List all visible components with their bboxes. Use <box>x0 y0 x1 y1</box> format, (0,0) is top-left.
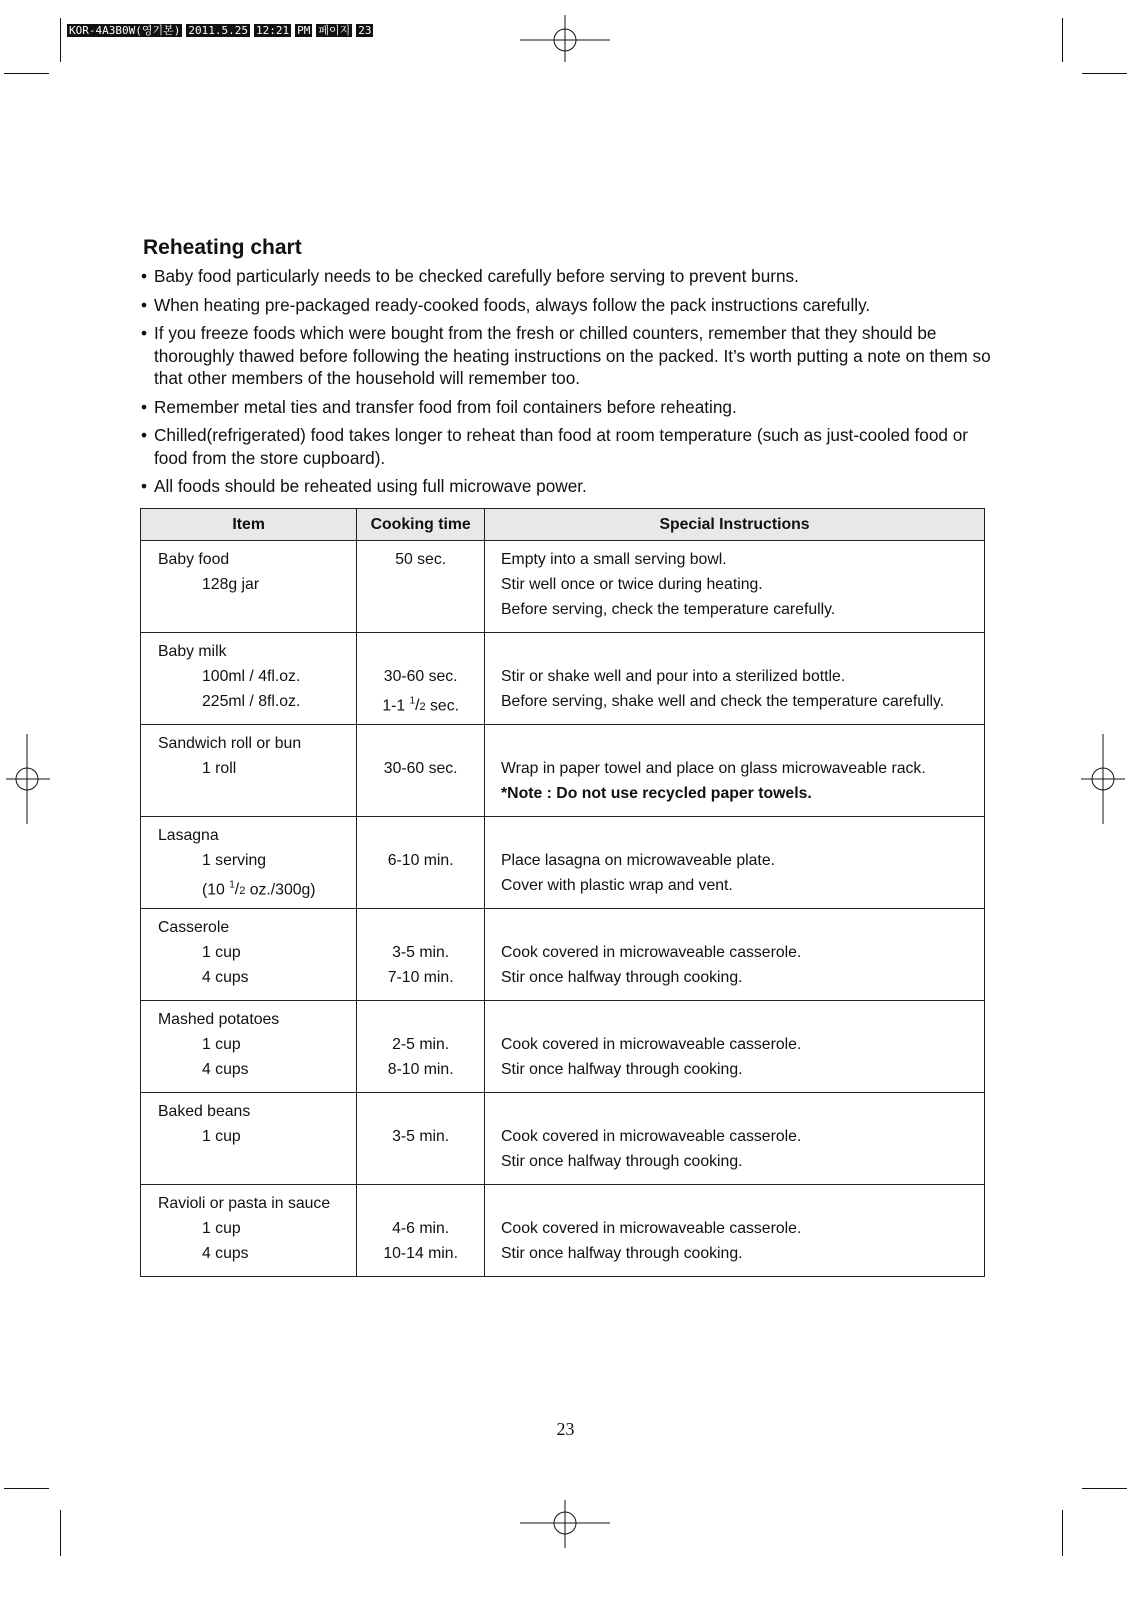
item-label: 4 cups <box>202 969 249 986</box>
cooking-time-cell <box>357 1093 485 1185</box>
print-slug-code: KOR-4A3B0W(영기본) <box>69 24 181 37</box>
table-row <box>141 725 985 817</box>
bullet-item: • When heating pre-packaged ready-cooked foods, always follow the pack instructions carefully. <box>141 294 991 317</box>
item-label: (10 $^1$/2 oz./300g) <box>202 880 316 898</box>
instructions-cell <box>485 541 985 633</box>
item-label: Baked beans <box>158 1103 251 1120</box>
item-label <box>141 781 356 806</box>
item-cell <box>141 541 357 633</box>
instruction-text <box>485 1099 984 1124</box>
item-label: 4 cups <box>202 1061 249 1078</box>
item-label: 100ml / 4fl.oz. <box>202 668 301 685</box>
cooking-time: 2-5 min. <box>392 1036 450 1053</box>
cooking-time <box>357 1149 484 1174</box>
cooking-time: 1-1 $^1$/2 sec. <box>382 696 459 714</box>
cooking-time-cell <box>357 725 485 817</box>
registration-mark-icon <box>0 734 90 824</box>
bullet-item: • Remember metal ties and transfer food from foil containers before reheating. <box>141 396 991 419</box>
instruction-text: Cook covered in microwaveable casserole. <box>501 944 802 961</box>
cooking-time: 50 sec. <box>395 551 447 568</box>
item-label: 1 cup <box>202 1220 241 1237</box>
cooking-time <box>357 597 484 622</box>
print-slug-code: PM <box>297 24 311 37</box>
cooking-time <box>357 1099 484 1124</box>
item-label: 1 cup <box>202 1036 241 1053</box>
item-cell <box>141 909 357 1001</box>
print-slug-code: 23 <box>358 24 372 37</box>
print-slug-code: 2011.5.25 <box>188 24 248 37</box>
cooking-time: 10-14 min. <box>383 1245 458 1262</box>
item-label <box>141 1149 356 1174</box>
cooking-time: 3-5 min. <box>392 1128 450 1145</box>
cooking-time <box>357 873 484 898</box>
table-row <box>141 909 985 1001</box>
instruction-text <box>485 915 984 940</box>
item-label: Casserole <box>158 919 230 936</box>
cooking-time <box>357 731 484 756</box>
reheating-table <box>140 508 985 1277</box>
cooking-time-cell <box>357 1185 485 1277</box>
instructions-cell <box>485 817 985 909</box>
print-slug <box>67 23 377 38</box>
item-label: 1 cup <box>202 944 241 961</box>
cooking-time: 8-10 min. <box>387 1061 454 1078</box>
column-header-special-instructions: Special Instructions <box>485 509 985 541</box>
instruction-text <box>485 1007 984 1032</box>
table-row <box>141 541 985 633</box>
item-label: 225ml / 8fl.oz. <box>202 693 301 710</box>
instructions-cell <box>485 633 985 725</box>
instruction-text <box>485 639 984 664</box>
item-label: Lasagna <box>158 827 219 844</box>
item-label <box>141 597 356 622</box>
cooking-time: 4-6 min. <box>392 1220 450 1237</box>
instruction-text: Cook covered in microwaveable casserole. <box>501 1220 802 1237</box>
cooking-time: 30-60 sec. <box>383 760 458 777</box>
instructions-cell <box>485 1001 985 1093</box>
cooking-time <box>357 915 484 940</box>
cooking-time <box>357 1007 484 1032</box>
print-slug-code: 페이지 <box>318 24 351 37</box>
instructions-cell <box>485 909 985 1001</box>
instruction-text: Place lasagna on microwaveable plate. <box>501 852 775 869</box>
registration-mark-icon <box>1041 734 1131 824</box>
cooking-time: 30-60 sec. <box>383 668 458 685</box>
cooking-time <box>357 781 484 806</box>
item-cell <box>141 1185 357 1277</box>
item-cell <box>141 817 357 909</box>
table-row <box>141 633 985 725</box>
instruction-text <box>485 731 984 756</box>
registration-mark-icon <box>520 0 610 90</box>
cooking-time-cell <box>357 909 485 1001</box>
item-label: Ravioli or pasta in sauce <box>158 1195 331 1212</box>
item-cell <box>141 1001 357 1093</box>
column-header-item: Item <box>141 509 357 541</box>
cooking-time: 6-10 min. <box>387 852 454 869</box>
item-label: Mashed potatoes <box>158 1011 280 1028</box>
bullet-item: • All foods should be reheated using full microwave power. <box>141 475 991 498</box>
cooking-time: 7-10 min. <box>387 969 454 986</box>
instructions-cell <box>485 1093 985 1185</box>
table-row <box>141 1185 985 1277</box>
item-label: 1 roll <box>202 760 237 777</box>
item-label: 1 serving <box>202 852 267 869</box>
column-header-cooking-time: Cooking time <box>357 509 485 541</box>
instruction-text: Stir once halfway through cooking. <box>501 1245 743 1262</box>
instruction-text: Stir or shake well and pour into a sterilized bottle. <box>501 668 846 685</box>
cooking-time-cell <box>357 541 485 633</box>
item-cell <box>141 1093 357 1185</box>
crop-mark <box>4 1488 49 1489</box>
cooking-time <box>357 572 484 597</box>
table-row <box>141 1093 985 1185</box>
crop-mark <box>4 73 49 74</box>
bullet-item: • If you freeze foods which were bought from the fresh or chilled counters, remember that they should be thoroughly thawed before following the heating instructions on the packed. It’s worth putting a note on them so that other members of the household will remember too. <box>141 322 991 390</box>
bullet-item: • Chilled(refrigerated) food takes longer to reheat than food at room temperature (such as just-cooled food or food from the store cupboard). <box>141 424 991 469</box>
cooking-time <box>357 823 484 848</box>
instruction-text <box>485 823 984 848</box>
item-label: 1 cup <box>202 1128 241 1145</box>
instruction-text: Stir once halfway through cooking. <box>501 1153 743 1170</box>
instruction-text: Stir once halfway through cooking. <box>501 969 743 986</box>
crop-mark <box>60 1510 61 1556</box>
instruction-text: Cook covered in microwaveable casserole. <box>501 1036 802 1053</box>
bullet-list <box>141 265 991 504</box>
print-slug-code: 12:21 <box>255 24 290 37</box>
instruction-text: Empty into a small serving bowl. <box>501 551 727 568</box>
cooking-time-cell <box>357 1001 485 1093</box>
registration-mark-icon <box>520 1476 610 1566</box>
cooking-time-cell <box>357 633 485 725</box>
instruction-text: Before serving, shake well and check the temperature carefully. <box>501 693 945 710</box>
instructions-cell <box>485 725 985 817</box>
crop-mark <box>1082 1488 1127 1489</box>
instruction-text: Stir once halfway through cooking. <box>501 1061 743 1078</box>
page-title: Reheating chart <box>143 236 302 259</box>
instruction-text: *Note : Do not use recycled paper towels. <box>501 785 812 802</box>
crop-mark <box>1082 73 1127 74</box>
instruction-text: Cover with plastic wrap and vent. <box>501 877 733 894</box>
item-label: Sandwich roll or bun <box>158 735 302 752</box>
instructions-cell <box>485 1185 985 1277</box>
item-cell <box>141 725 357 817</box>
cooking-time <box>357 639 484 664</box>
crop-mark <box>60 18 61 62</box>
item-cell <box>141 633 357 725</box>
instruction-text <box>485 1191 984 1216</box>
crop-mark <box>1062 18 1063 62</box>
cooking-time-cell <box>357 817 485 909</box>
cooking-time <box>357 1191 484 1216</box>
instruction-text: Wrap in paper towel and place on glass microwaveable rack. <box>501 760 926 777</box>
item-label: 128g jar <box>202 576 260 593</box>
bullet-item: • Baby food particularly needs to be checked carefully before serving to prevent burns. <box>141 265 991 288</box>
instruction-text: Stir well once or twice during heating. <box>501 576 763 593</box>
crop-mark <box>1062 1510 1063 1556</box>
instruction-text: Before serving, check the temperature carefully. <box>501 601 836 618</box>
page-number: 23 <box>556 1419 575 1439</box>
item-label: Baby milk <box>158 643 227 660</box>
instruction-text: Cook covered in microwaveable casserole. <box>501 1128 802 1145</box>
cooking-time: 3-5 min. <box>392 944 450 961</box>
table-row <box>141 1001 985 1093</box>
item-label: 4 cups <box>202 1245 249 1262</box>
item-label: Baby food <box>158 551 230 568</box>
table-row <box>141 817 985 909</box>
